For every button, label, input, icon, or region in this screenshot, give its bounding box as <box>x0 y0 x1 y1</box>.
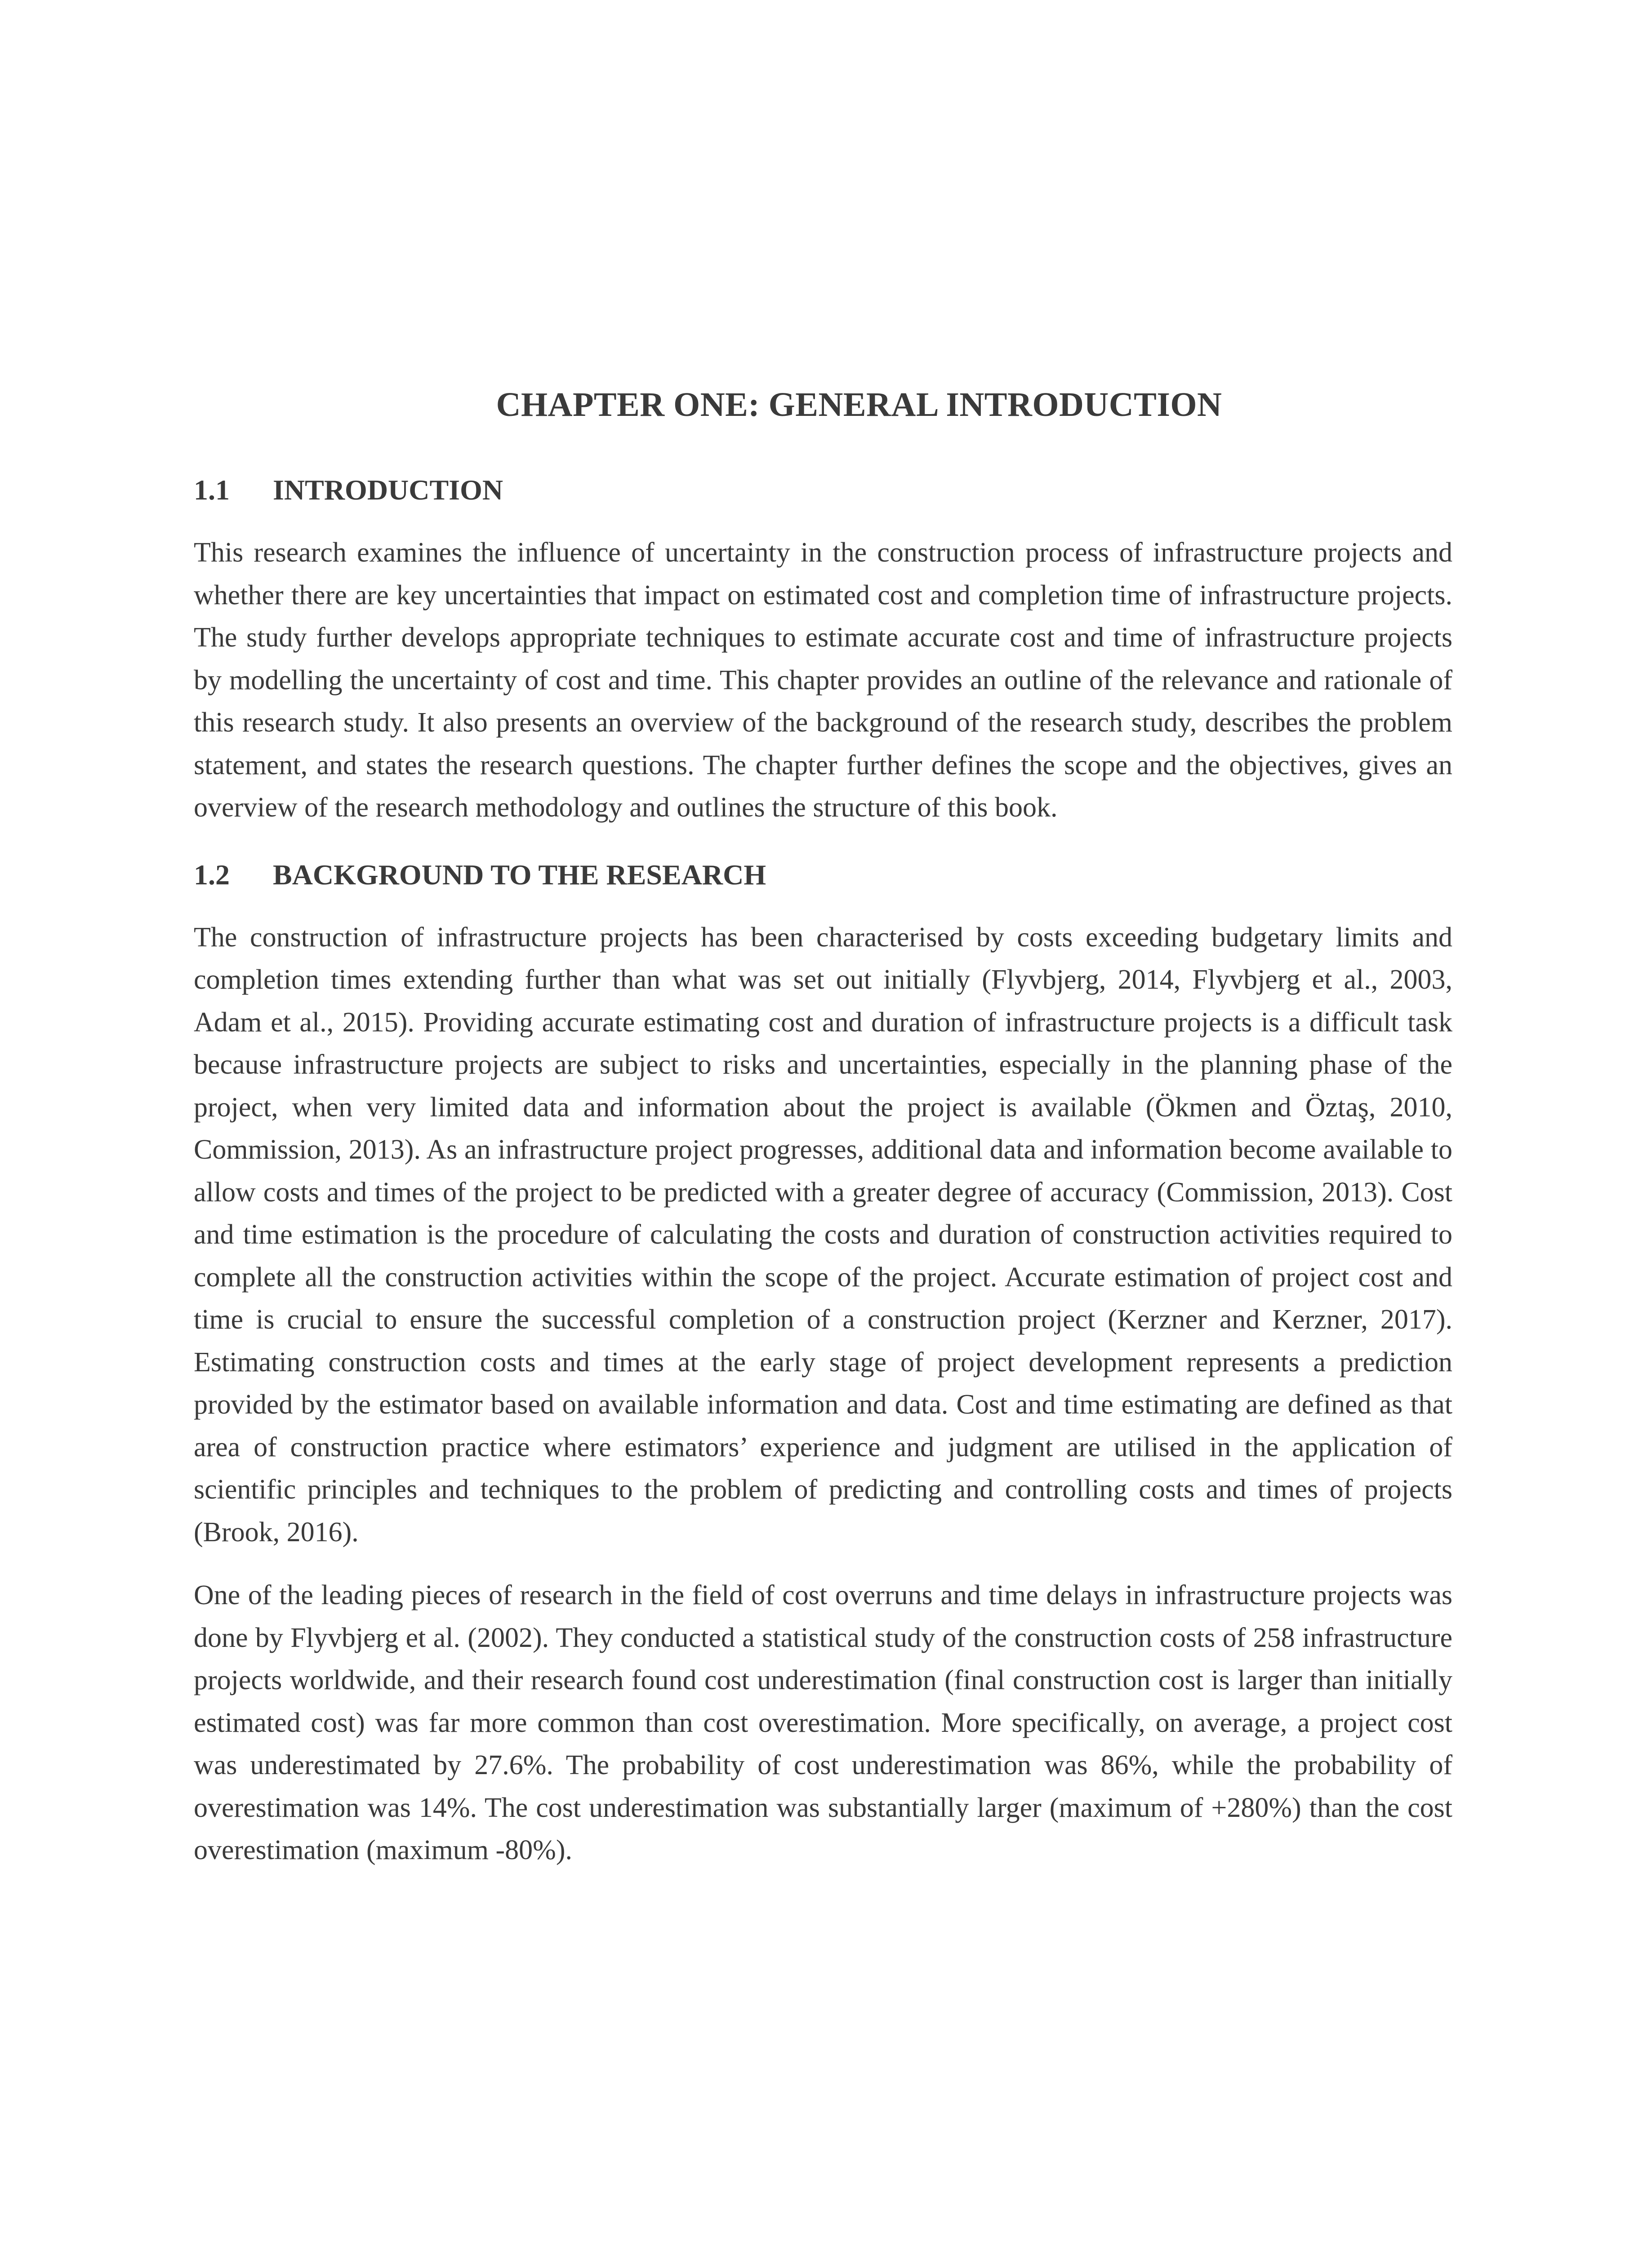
page-content <box>194 388 1452 1892</box>
section-title: INTRODUCTION <box>273 474 503 506</box>
body-paragraph: One of the leading pieces of research in the field of cost overruns and time delays in infrastructure projects was done by Flyvbjerg et al. (2002). They conducted a statistical study of the construction costs of 258 infrastructure projects worldwide, and their research found cost underestimation (final construction cost is larger than initially estimated cost) was far more common than cost overestimation. More specifically, on average, a project cost was underestimated by 27.6%. The probability of cost underestimation was 86%, while the probability of overestimation was 14%. The cost underestimation was substantially larger (maximum of +280%) than the cost overestimation (maximum -80%). <box>194 1580 1452 1865</box>
section-heading <box>194 476 1452 504</box>
section-number: 1.1 <box>194 474 230 506</box>
body-paragraph: The construction of infrastructure projects has been characterised by costs exceeding budgetary limits and completion times extending further than what was set out initially (Flyvbjerg, 2014, Flyvbjerg et al., 2003, Adam et al., 2015). Providing accurate estimating cost and duration of infrastructure projects is a difficult task because infrastructure projects are subject to risks and uncertainties, especially in the planning phase of the project, when very limited data and information about the project is available (Ökmen and Öztaş, 2010, Commission, 2013). As an infrastructure project progresses, additional data and information become available to allow costs and times of the project to be predicted with a greater degree of accuracy (Commission, 2013). Cost and time estimation is the procedure of calculating the costs and duration of construction activities required to complete all the construction activities within the scope of the project. Accurate estimation of project cost and time is crucial to ensure the successful completion of a construction project (Kerzner and Kerzner, 2017). Estimating construction costs and times at the early stage of project development represents a prediction provided by the estimator based on available information and data. Cost and time estimating are defined as that area of construction practice where estimators’ experience and judgment are utilised in the application of scientific principles and techniques to the problem of predicting and controlling costs and times of projects (Brook, 2016). <box>194 922 1452 1548</box>
section-title: BACKGROUND TO THE RESEARCH <box>273 858 766 891</box>
section-heading <box>194 858 1452 891</box>
section-introduction <box>194 476 1452 829</box>
chapter-title: CHAPTER ONE: GENERAL INTRODUCTION <box>496 386 1222 424</box>
section-background <box>194 858 1452 1872</box>
body-paragraph: This research examines the influence of uncertainty in the construction process of infrastructure projects and whether there are key uncertainties that impact on estimated cost and completion time of infrastructure projects. The study further develops appropriate techniques to estimate accurate cost and time of infrastructure projects by modelling the uncertainty of cost and time. This chapter provides an outline of the relevance and rationale of this research study. It also presents an overview of the background of the research study, describes the problem statement, and states the research questions. The chapter further defines the scope and the objectives, gives an overview of the research methodology and outlines the structure of this book. <box>194 537 1452 823</box>
section-number: 1.2 <box>194 858 230 891</box>
